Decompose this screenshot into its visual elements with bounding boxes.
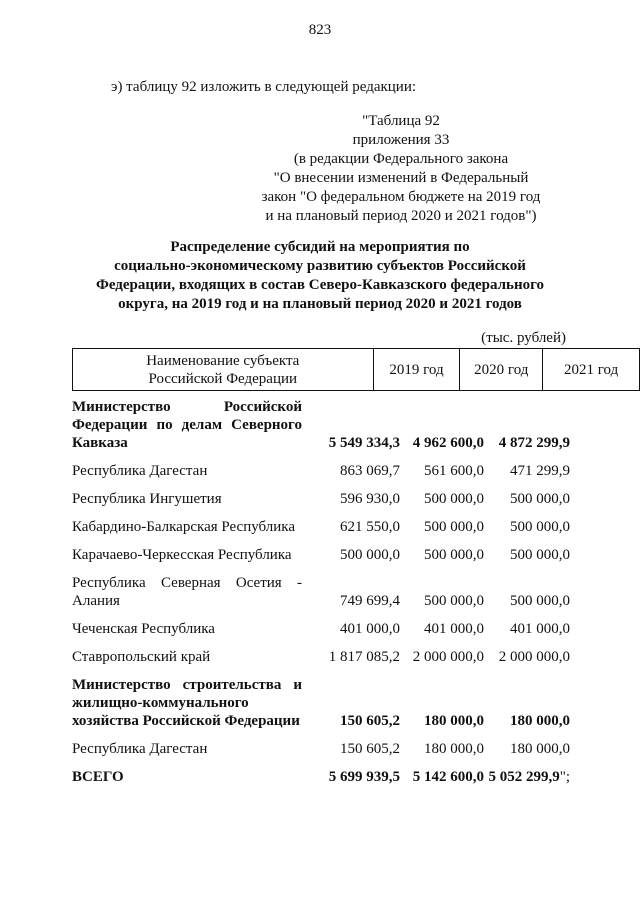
title-line: социально-экономическому развитию субъектов Российской (114, 258, 526, 274)
row-name: Министерство строительства и жилищно-коммунального хозяйства Российской Федерации (72, 677, 302, 729)
row-name: ВСЕГО (72, 769, 124, 785)
intro-text: э) таблицу 92 изложить в следующей редакции: (111, 79, 417, 95)
value-2019: 1 817 085,2 (328, 649, 400, 665)
row-name: Кабардино-Балкарская Республика (72, 519, 296, 535)
value-2021: 401 000,0 (510, 621, 570, 637)
table-row (72, 490, 572, 508)
value-2019: 150 605,2 (340, 713, 400, 729)
value-2019: 5 549 334,3 (328, 435, 400, 451)
value-2021: 4 872 299,9 (498, 435, 570, 451)
appendix-line: (в редакции Федерального закона (293, 151, 509, 167)
value-2021: 180 000,0 (510, 741, 570, 757)
header-2021: 2021 год (543, 349, 640, 391)
table-row (72, 546, 572, 564)
value-2019: 596 930,0 (340, 491, 400, 507)
value-2020: 180 000,0 (424, 741, 484, 757)
table-header (72, 348, 640, 391)
table-row (72, 740, 572, 758)
units-label: (тыс. рублей) (481, 330, 566, 346)
table-row (72, 398, 572, 452)
title-line: округа, на 2019 год и на плановый период 2020 и 2021 годов (118, 296, 522, 312)
value-2020: 401 000,0 (424, 621, 484, 637)
value-2021: 500 000,0 (510, 519, 570, 535)
value-2020: 561 600,0 (424, 463, 484, 479)
value-2021: 500 000,0 (510, 491, 570, 507)
value-2019: 863 069,7 (340, 463, 400, 479)
appendix-line: закон "О федеральном бюджете на 2019 год (261, 189, 541, 205)
table-title (70, 238, 570, 314)
title-line: Распределение субсидий на мероприятия по (170, 239, 470, 255)
value-2019: 749 699,4 (340, 593, 400, 609)
value-2020: 500 000,0 (424, 593, 484, 609)
row-name: Карачаево-Черкесская Республика (72, 547, 292, 563)
page-number: 823 (308, 22, 332, 38)
table-row (72, 620, 572, 638)
row-name: Республика Северная Осетия - Алания (72, 575, 302, 609)
table-row (72, 574, 572, 610)
appendix-line: "О внесении изменений в Федеральный (273, 170, 529, 186)
table-body (72, 398, 572, 796)
value-2020: 5 142 600,0 (412, 769, 484, 785)
value-2021: 180 000,0 (510, 713, 570, 729)
value-2020: 500 000,0 (424, 547, 484, 563)
row-name: Республика Дагестан (72, 463, 208, 479)
value-2021: 500 000,0 (510, 547, 570, 563)
appendix-reference (240, 112, 562, 226)
table-row (72, 676, 572, 730)
table-row (72, 518, 572, 536)
table-row (72, 768, 572, 786)
title-line: Федерации, входящих в состав Северо-Кавказского федерального (95, 277, 545, 293)
row-name: Чеченская Республика (72, 621, 215, 637)
row-name: Республика Ингушетия (72, 491, 222, 507)
appendix-line: приложения 33 (352, 132, 450, 148)
appendix-line: и на плановый период 2020 и 2021 годов") (265, 208, 537, 224)
table-row (72, 462, 572, 480)
value-2019: 621 550,0 (340, 519, 400, 535)
row-name: Ставропольский край (72, 649, 211, 665)
value-2019: 401 000,0 (340, 621, 400, 637)
table-row (72, 648, 572, 666)
value-2020: 4 962 600,0 (412, 435, 484, 451)
value-2019: 5 699 939,5 (328, 769, 400, 785)
header-2019: 2019 год (373, 349, 460, 391)
value-2021: 5 052 299,9"; (488, 769, 570, 785)
value-2021: 2 000 000,0 (498, 649, 570, 665)
value-2019: 500 000,0 (340, 547, 400, 563)
value-2020: 2 000 000,0 (412, 649, 484, 665)
value-2019: 150 605,2 (340, 741, 400, 757)
value-2020: 500 000,0 (424, 491, 484, 507)
value-2021: 500 000,0 (510, 593, 570, 609)
row-name: Министерство Российской Федерации по делам Северного Кавказа (72, 399, 302, 451)
closing-quote: "; (559, 769, 570, 785)
value-2020: 500 000,0 (424, 519, 484, 535)
row-name: Республика Дагестан (72, 741, 208, 757)
header-subject: Наименование субъекта Российской Федерации (73, 349, 374, 391)
value-2020: 180 000,0 (424, 713, 484, 729)
header-2020: 2020 год (460, 349, 543, 391)
appendix-line: "Таблица 92 (362, 113, 440, 129)
value-2021: 471 299,9 (510, 463, 570, 479)
